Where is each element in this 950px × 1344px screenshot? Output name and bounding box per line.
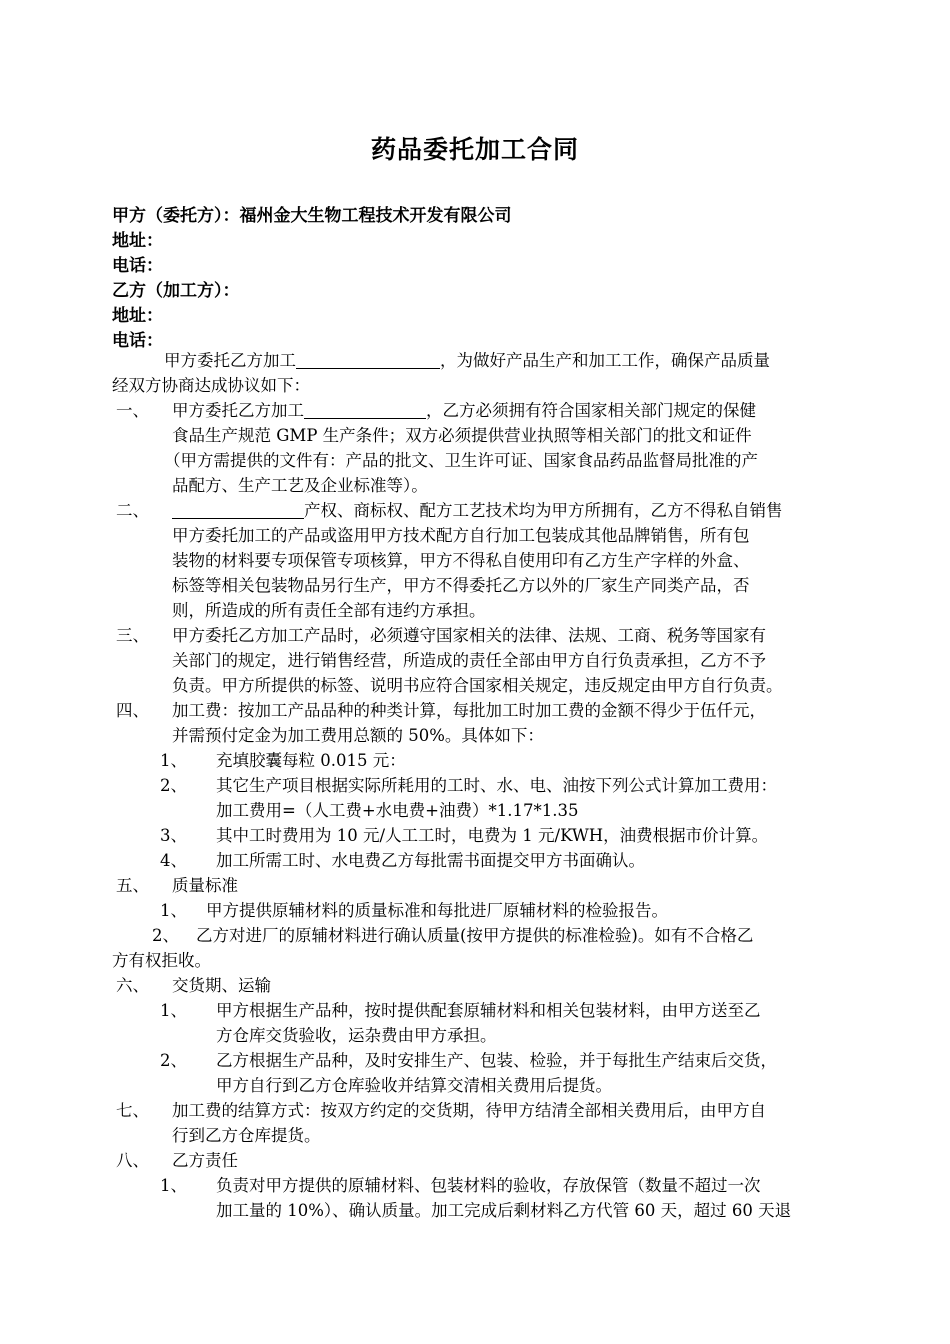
intro-line-2: 经双方协商达成协议如下： bbox=[112, 376, 310, 395]
party-b-address: 地址： bbox=[112, 306, 163, 326]
section-3-line-1: 甲方委托乙方加工产品时，必须遵守国家相关的法律、法规、工商、税务等国家有 bbox=[172, 626, 766, 645]
section-5-number: 五、 bbox=[116, 876, 149, 895]
party-a-line: 甲方（委托方）：福州金大生物工程技术开发有限公司 bbox=[112, 206, 512, 226]
section-4-number: 四、 bbox=[116, 701, 149, 720]
section-4-item-2-line-1: 其它生产项目根据实际所耗用的工时、水、电、油按下列公式计算加工费用： bbox=[216, 776, 777, 795]
section-4-item-3-number: 3、 bbox=[160, 826, 187, 845]
section-3-line-2: 关部门的规定，进行销售经营，所造成的责任全部由甲方自行负责承担，乙方不予 bbox=[172, 651, 766, 670]
section-8-title: 乙方责任 bbox=[172, 1151, 238, 1170]
section-5-item-2-line-1: 乙方对进厂的原辅材料进行确认质量(按甲方提供的标准检验)。如有不合格乙 bbox=[196, 926, 754, 945]
intro-line-1: 甲方委托乙方加工 ，为做好产品生产和加工工作，确保产品质量 bbox=[164, 351, 770, 370]
section-6-item-2-line-2: 甲方自行到乙方仓库验收并结算交清相关费用后提货。 bbox=[216, 1076, 612, 1095]
section-6-number: 六、 bbox=[116, 976, 149, 995]
section-2-line-5: 则，所造成的所有责任全部有违约方承担。 bbox=[172, 601, 486, 620]
party-a-phone: 电话： bbox=[112, 256, 163, 276]
section-3-number: 三、 bbox=[116, 626, 149, 645]
section-6-item-1-number: 1、 bbox=[160, 1001, 187, 1020]
section-2-line-4: 标签等相关包装物品另行生产，甲方不得委托乙方以外的厂家生产同类产品，否 bbox=[172, 576, 750, 595]
section-6-item-1-line-1: 甲方根据生产品种，按时提供配套原辅材料和相关包装材料，由甲方送至乙 bbox=[216, 1001, 761, 1020]
section-1-number: 一、 bbox=[116, 401, 149, 420]
section-5-item-1: 甲方提供原辅材料的质量标准和每批进厂原辅材料的检验报告。 bbox=[206, 901, 668, 920]
party-a-address: 地址： bbox=[112, 231, 163, 251]
document-title: 药品委托加工合同 bbox=[370, 135, 579, 164]
section-6-item-1-line-2: 方仓库交货验收，运杂费由甲方承担。 bbox=[216, 1026, 497, 1045]
section-5-item-2-line-2: 方有权拒收。 bbox=[112, 951, 211, 970]
section-4-line-2: 并需预付定金为加工费用总额的 50%。具体如下： bbox=[172, 726, 544, 745]
section-1-line-3: （甲方需提供的文件有：产品的批文、卫生许可证、国家食品药品监督局批准的产 bbox=[164, 451, 758, 470]
product-blank bbox=[172, 500, 304, 519]
section-1-line-2: 食品生产规范 GMP 生产条件；双方必须提供营业执照等相关部门的批文和证件 bbox=[172, 426, 752, 445]
section-8-item-1-line-2: 加工量的 10%）、确认质量。加工完成后剩材料乙方代管 60 天，超过 60 天退 bbox=[216, 1201, 792, 1220]
section-5-title: 质量标准 bbox=[172, 876, 238, 895]
section-2-line-3: 装物的材料要专项保管专项核算，甲方不得私自使用印有乙方生产字样的外盒、 bbox=[172, 551, 750, 570]
section-6-title: 交货期、运输 bbox=[172, 976, 271, 995]
section-7-number: 七、 bbox=[116, 1101, 149, 1120]
section-2-line-1: 产权、商标权、配方工艺技术均为甲方所拥有，乙方不得私自销售 bbox=[172, 499, 783, 523]
product-blank bbox=[296, 350, 440, 369]
section-6-item-2-number: 2、 bbox=[160, 1051, 187, 1070]
section-4-item-4: 加工所需工时、水电费乙方每批需书面提交甲方书面确认。 bbox=[216, 851, 645, 870]
section-4-item-3: 其中工时费用为 10 元/人工工时，电费为 1 元/KWH，油费根据市价计算。 bbox=[216, 826, 769, 845]
section-6-item-2-line-1: 乙方根据生产品种，及时安排生产、包装、检验，并于每批生产结束后交货， bbox=[216, 1051, 777, 1070]
party-b-line: 乙方（加工方）： bbox=[112, 281, 240, 301]
section-2-number: 二、 bbox=[116, 501, 149, 520]
section-4-item-2-number: 2、 bbox=[160, 776, 187, 795]
party-b-phone: 电话： bbox=[112, 331, 163, 351]
section-8-number: 八、 bbox=[116, 1151, 149, 1170]
section-7-line-1: 加工费的结算方式：按双方约定的交货期，待甲方结清全部相关费用后，由甲方自 bbox=[172, 1101, 766, 1120]
section-2-line-2: 甲方委托加工的产品或盗用甲方技术配方自行加工包装成其他品牌销售，所有包 bbox=[172, 526, 750, 545]
section-1-line-4: 品配方、生产工艺及企业标准等）。 bbox=[172, 476, 428, 495]
section-7-line-2: 行到乙方仓库提货。 bbox=[172, 1126, 321, 1145]
section-8-item-1-number: 1、 bbox=[160, 1176, 187, 1195]
section-4-line-1: 加工费：按加工产品品种的种类计算，每批加工时加工费的金额不得少于伍仟元， bbox=[172, 701, 766, 720]
section-4-item-4-number: 4、 bbox=[160, 851, 187, 870]
section-3-line-3: 负责。甲方所提供的标签、说明书应符合国家相关规定，违反规定由甲方自行负责。 bbox=[172, 676, 783, 695]
section-4-item-1-number: 1、 bbox=[160, 751, 187, 770]
section-1-line-1: 甲方委托乙方加工 ，乙方必须拥有符合国家相关部门规定的保健 bbox=[172, 401, 756, 420]
section-4-item-1: 充填胶囊每粒 0.015 元： bbox=[216, 751, 406, 770]
section-8-item-1-line-1: 负责对甲方提供的原辅材料、包装材料的验收，存放保管（数量不超过一次 bbox=[216, 1176, 761, 1195]
section-4-item-2-line-2: 加工费用=（人工费+水电费+油费）*1.17*1.35 bbox=[216, 801, 579, 820]
product-blank bbox=[304, 400, 426, 419]
section-5-item-2-number: 2、 bbox=[152, 926, 179, 945]
section-5-item-1-number: 1、 bbox=[160, 901, 187, 920]
